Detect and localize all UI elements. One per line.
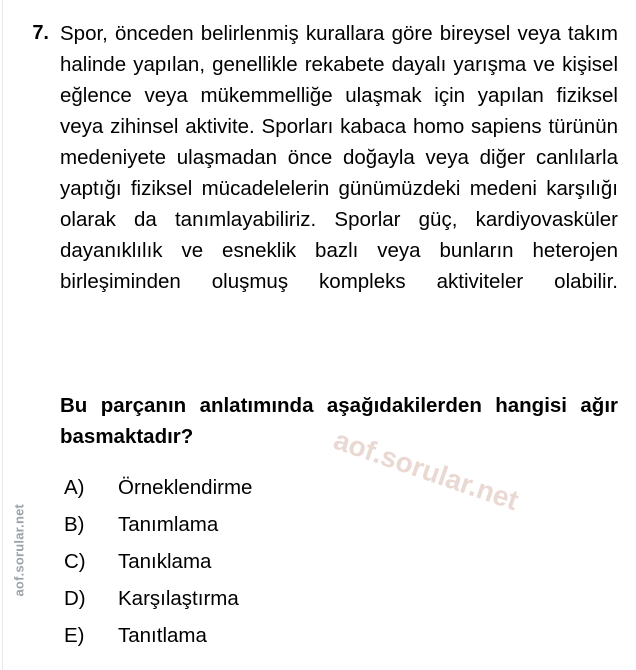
answer-option-e-letter: E) — [64, 624, 85, 647]
side-watermark: aof.sorular.net — [11, 503, 27, 597]
answer-option-b[interactable] — [64, 511, 604, 548]
answer-option-a-label: Örneklendirme — [118, 476, 253, 499]
answer-option-a-letter: A) — [64, 476, 85, 499]
answer-option-e[interactable] — [64, 622, 604, 659]
answer-options-list — [64, 474, 604, 659]
answer-option-d-label: Karşılaştırma — [118, 587, 239, 610]
answer-option-d[interactable] — [64, 585, 604, 622]
answer-option-c-label: Tanıklama — [118, 550, 212, 573]
answer-option-d-letter: D) — [64, 587, 86, 610]
question-passage: Spor, önceden belirlenmiş kurallara göre bireysel veya takım halinde yapılan, genellikle rekabete dayalı yarışma ve kişisel eğlence veya mükemmelliğe ulaşmak için yapılan fiziksel veya zihinsel aktivite. Sporları kabaca homo sapiens türünün medeniyete ulaşmadan önce doğayla veya diğer canlılarla yaptığı fiziksel mücadelelerin günümüzdeki medeni karşılığı olarak da tanımlayabiliriz. Sporlar güç, kardiyovasküler dayanıklılık ve esneklik bazlı veya bunların heterojen birleşiminden oluşmuş kompleks aktiviteler olabilir. — [60, 22, 618, 293]
answer-option-b-letter: B) — [64, 513, 85, 536]
answer-option-b-label: Tanımlama — [118, 513, 219, 536]
answer-option-c[interactable] — [64, 548, 604, 585]
question-stem: Bu parçanın anlatımında aşağıdakilerden hangisi ağır basmaktadır? — [60, 394, 618, 448]
question-number: 7. — [32, 22, 49, 44]
diagonal-watermark: aof.sorular.net — [329, 424, 523, 517]
answer-option-e-label: Tanıtlama — [118, 624, 207, 647]
answer-option-c-letter: C) — [64, 550, 86, 573]
